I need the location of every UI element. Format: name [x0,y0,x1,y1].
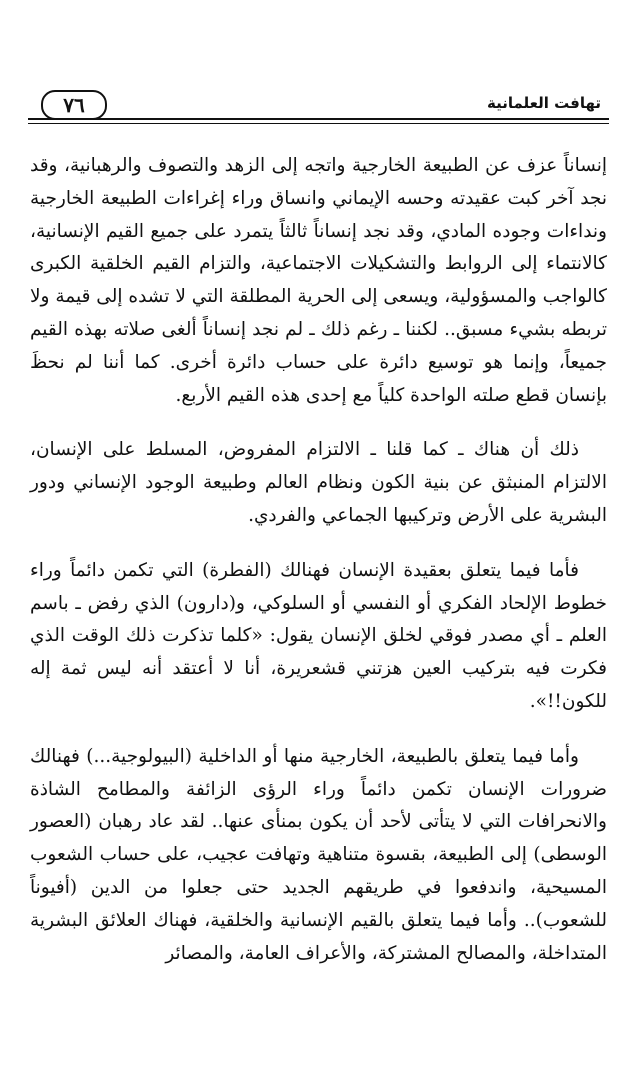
body-text [30,150,607,992]
header-rule [28,118,609,120]
paragraph: فأما فيما يتعلق بعقيدة الإنسان فهنالك (الفطرة) التي تكمن دائماً وراء خطوط الإلحاد الفكري أو النفسي أو السلوكي، و(دارون) الذي رفض ـ باسم العلم ـ أي مصدر فوقي لخلق الإنسان يقول: «كلما تذكرت ذلك الوقت الذي فكرت فيه بتركيب العين هزتني قشعريرة، أنا لا أعتقد أنه ليس ثمة إله للكون!!». [30,559,607,712]
paragraph: إنساناً عزف عن الطبيعة الخارجية واتجه إلى الزهد والتصوف والرهبانية، وقد نجد آخر كبت عقيدته وحسه الإيماني وانساق وراء إغراءات الطبيعة الخارجية ونداءات وجوده المادي، وقد نجد إنساناً ثالثاً يتمرد على جميع القيم الإنسانية، كالانتماء إلى الروابط والتشكيلات الاجتماعية، والتزام القيم الخلقية الكبرى كالواجب والمسؤولية، ويسعى إلى الحرية المطلقة التي لا تشده إلى قيمة ولا تربطه بشيء مسبق.. لكننا ـ رغم ذلك ـ لم نجد إنساناً ألغى صلاته بهذه القيم جميعاً، وإنما هو توسيع دائرة على حساب دائرة أخرى. كما أننا لم نحظَ بإنسان قطع صلته الواحدة كلياً مع إحدى هذه القيم الأربع. [30,155,607,406]
header-rule-thin [28,123,609,124]
running-title: تهافت العلمانية [487,94,601,112]
paragraph: ذلك أن هناك ـ كما قلنا ـ الالتزام المفروض، المسلط على الإنسان، الالتزام المنبثق عن بنية الكون ونظام العالم وطبيعة الوجود الإنساني ودور البشرية على الأرض وتركيبها الجماعي والفردي. [30,439,607,526]
page-number: ٧٦ [41,90,107,120]
paragraph: وأما فيما يتعلق بالطبيعة، الخارجية منها أو الداخلية (البيولوجية...) فهنالك ضرورات الإنسان تكمن دائماً وراء الرؤى الزائفة والمطامح الشاذة والانحرافات التي لا يتأتى لأحد أن يكون بمنأى عنها.. لقد عاد رهبان (العصور الوسطى) إلى الطبيعة، بقسوة متناهية وتهافت عجيب، على حساب الشعوب المسيحية، واندفعوا في طريقهم الجديد حتى جعلوا من الدين (أفيوناً للشعوب).. وأما فيما يتعلق بالقيم الإنسانية والخلقية، فهناك العلائق البشرية المتداخلة، والمصالح المشتركة، والأعراف العامة، والمصائر [30,745,607,964]
page-header [28,84,609,124]
